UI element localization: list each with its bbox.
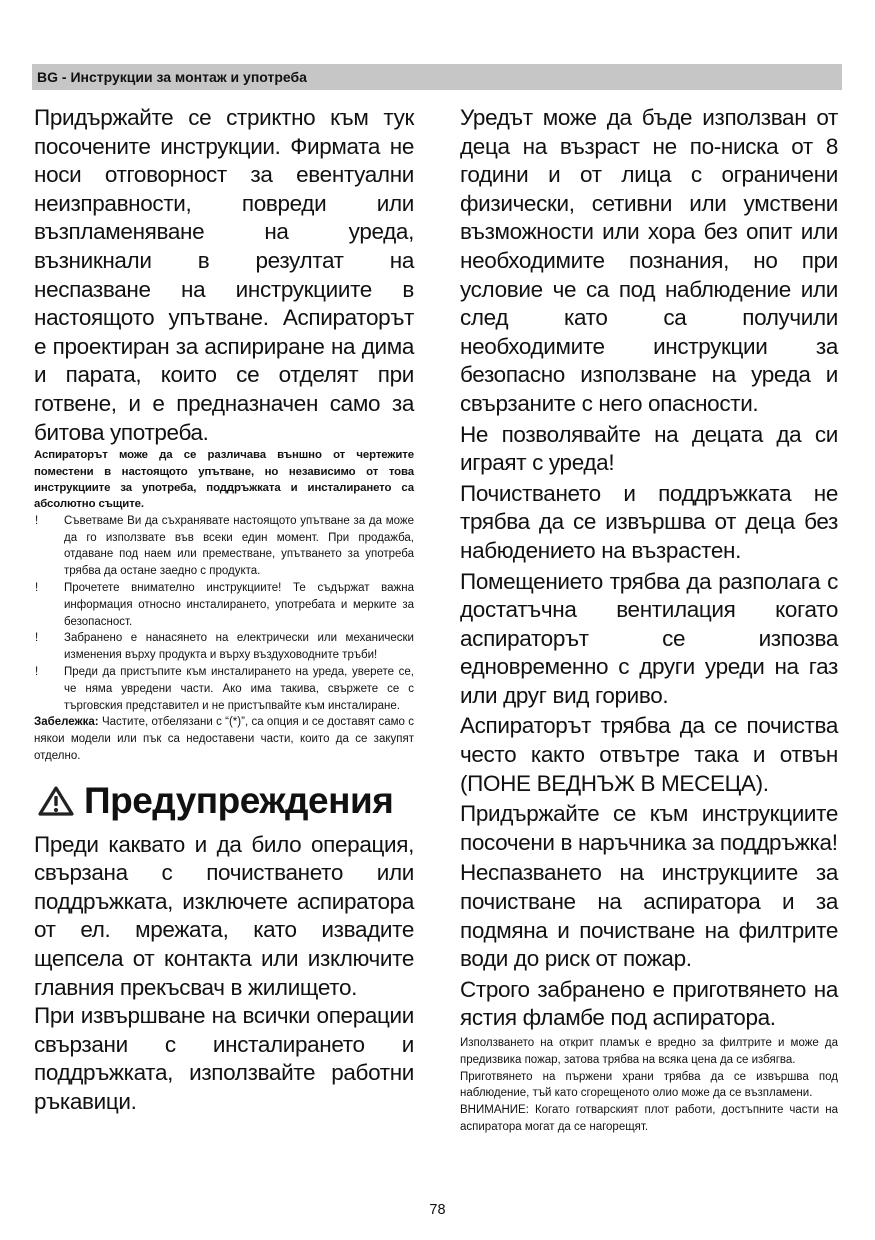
bullet-item: ! Прочетете внимателно инструкциите! Те съдържат важна информация относно инсталирането, употребата и мерките за безопасност. bbox=[35, 581, 414, 628]
bullet-item: ! Съветваме Ви да съхранявате настоящото упътване за да може да го използвате във всеки един момент. При продажба, отдаване под наем или преместване, упътването за употреба трябва да остане заедно с продукта. bbox=[35, 514, 414, 578]
page-number: 78 bbox=[429, 1202, 446, 1218]
warning-paragraph: При извършване на всички операции свързани с инсталирането и поддръжката, използвайте работни ръкавици. bbox=[34, 1003, 414, 1115]
warnings-heading bbox=[34, 779, 414, 823]
bullet-item: ! Преди да пристъпите към инсталирането на уреда, уверете се, че няма увредени части. Ако има такива, свържете се с търговския представител и не пристъпвайте към инсталиране. bbox=[35, 665, 414, 712]
safety-paragraph: Уредът може да бъде използван от деца на възраст не по-ниска от 8 години и от лица с ограничени физически, сетивни или умствени възможности или хора без опит или необходимите познания, но при условие че са под наблюдение или след като са получили необходимите инструкции за безопасно използване на уреда и свързаните с него опасности. bbox=[460, 105, 838, 416]
safety-paragraph: Помещението трябва да разполага с достатъчна вентилация когато аспираторът се изпозва едновременно с други уреди на газ или друг вид гориво. bbox=[460, 568, 838, 708]
parts-note: Забележка: Частите, отбелязани с “(*)”, са опция и се доставят само с някои модели или пък са недоставени части, които да се закупят отделно. bbox=[34, 716, 414, 762]
warning-icon bbox=[38, 786, 74, 816]
small-note: ВНИМАНИЕ: Когато готварският плот работи, достъпните части на аспиратора могат да се нагорещят. bbox=[460, 1104, 838, 1133]
exclamation-icon: ! bbox=[35, 581, 39, 594]
note-label: Забележка: bbox=[34, 716, 99, 729]
safety-paragraph: Неспазването на инструкциите за почистване на аспиратора и за подмяна и почистване на филтрите води до риск от пожар. bbox=[460, 860, 838, 972]
safety-paragraph: Придържайте се към инструкциите посочени в наръчника за поддръжка! bbox=[460, 801, 838, 855]
bullet-item: ! Забранено е нанасянето на електрически или механически изменения върху продукта и върху въздуховодните тръби! bbox=[35, 632, 414, 662]
exclamation-icon: ! bbox=[35, 514, 39, 527]
safety-paragraph: Не позволявайте на децата да си играят с уреда! bbox=[460, 421, 838, 476]
safety-paragraph: Аспираторът трябва да се почиства често както отвътре така и отвън (ПОНЕ ВЕДНЪЖ В МЕСЕЦА). bbox=[460, 713, 838, 796]
appearance-note: Аспираторът може да се различава външно от чертежите поместени в настоящото упътване, но независимо от това инструкциите за употреба, поддръжката и инсталирането са абсолютно същите. bbox=[34, 449, 414, 511]
exclamation-icon: ! bbox=[35, 632, 39, 645]
warning-paragraph: Преди каквато и да било операция, свързана с почистването или поддръжката, изключете аспиратора от ел. мрежата, като извадите щепсела от контакта или изключите главния прекъсвач в жилището. bbox=[34, 831, 414, 1000]
left-column bbox=[34, 104, 414, 1117]
small-note: Използването на открит пламък е вредно за филтрите и може да предизвика пожар, затова трябва на всяка цена да се избягва. bbox=[460, 1037, 838, 1066]
small-note: Приготвянето на пържени храни трябва да се извършва под наблюдение, тъй като сгорещеното олио може да се възпламени. bbox=[460, 1070, 838, 1100]
section-header: BG - Инструкции за монтаж и употреба bbox=[32, 64, 842, 90]
intro-paragraph: Придържайте се стриктно към тук посочените инструкции. Фирмата не носи отговорност за евентуални неизправности, повреди или възпламеняване на уреда, възникнали в резултат на неспазване на инструкциите в настоящото упътване. Аспираторът е проектиран за аспириране на дима и парата, които се отделят при готвене, и е предназначен само за битова употреба. bbox=[34, 105, 414, 445]
safety-paragraph: Почистването и поддръжката не трябва да се извършва от деца без набюдението на възрастен. bbox=[460, 480, 838, 563]
exclamation-icon: ! bbox=[35, 665, 39, 678]
safety-paragraph: Строго забранено е приготвянето на ястия фламбе под аспиратора. bbox=[460, 976, 838, 1031]
warnings-title: Предупреждения bbox=[84, 779, 394, 821]
right-column bbox=[460, 104, 838, 1136]
